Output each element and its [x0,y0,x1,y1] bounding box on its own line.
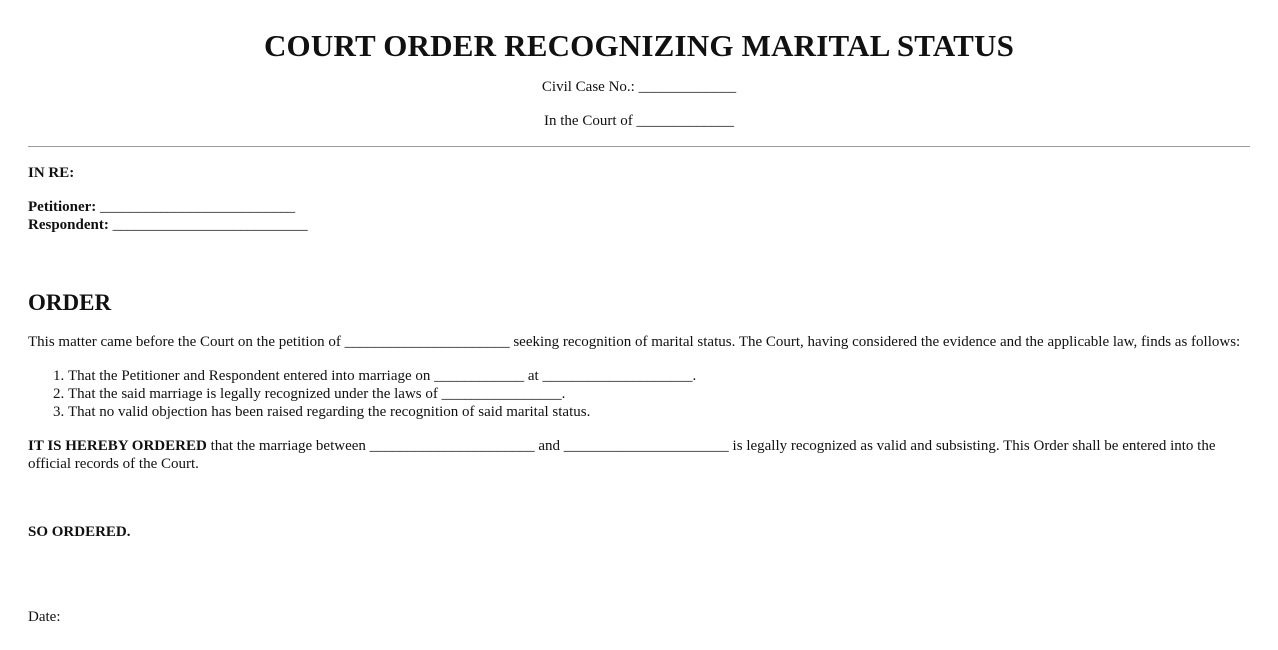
date-label: Date: [28,609,61,625]
order-text: that the marriage between ______________________ and ______________________ is legally recognized as valid and subsisting. This Order shall be entered into the official records of the Court. [28,438,1216,472]
finding-item: 1. That the Petitioner and Respondent entered into marriage on ____________ at ____________________. [68,367,1250,385]
order-lead: IT IS HEREBY ORDERED [28,438,207,454]
respondent-blank: __________________________ [108,217,308,233]
petitioner-blank: __________________________ [96,199,296,215]
in-re-label: IN RE: [28,165,75,181]
order-heading: ORDER [28,290,112,315]
respondent-line [28,216,1250,234]
findings-list [28,367,1250,421]
court-name-line: In the Court of _____________ [544,113,734,129]
finding-item: 2. That the said marriage is legally recognized under the laws of ________________. [68,385,1250,403]
intro-paragraph: This matter came before the Court on the petition of ______________________ seeking recognition of marital status. The Court, having considered the evidence and the applicable law, finds as follows: [28,334,1241,350]
header-divider [28,146,1250,147]
petitioner-line [28,198,1250,216]
civil-case-number-line: Civil Case No.: _____________ [541,79,737,95]
so-ordered-label: SO ORDERED. [28,524,131,540]
respondent-label: Respondent: [28,217,109,233]
order-paragraph [28,437,1250,473]
finding-item: 3. That no valid objection has been raised regarding the recognition of said marital status. [68,403,1250,421]
document-title: COURT ORDER RECOGNIZING MARITAL STATUS [263,28,1015,63]
parties-block [28,198,1250,234]
petitioner-label: Petitioner: [28,199,97,215]
